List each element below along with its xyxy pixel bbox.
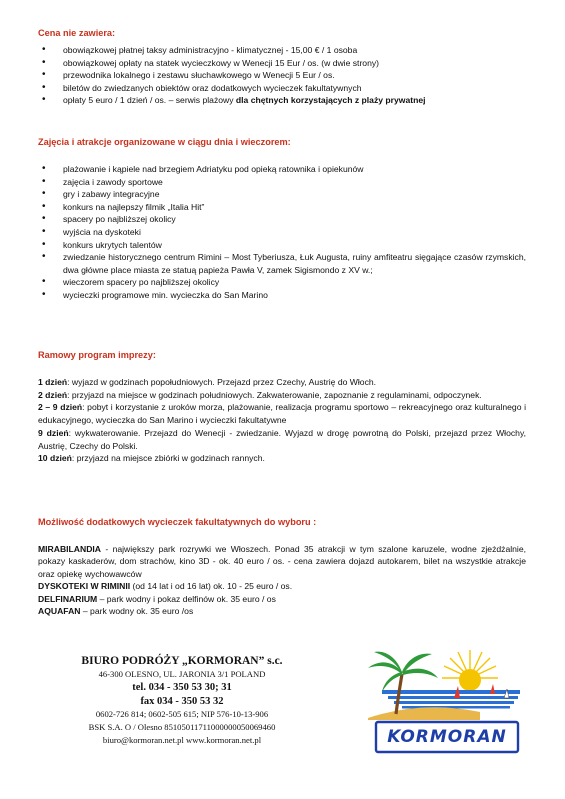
company-tel: tel. 034 - 350 53 30; 31: [132, 682, 232, 694]
list-item: • opłaty 5 euro / 1 dzień / os. – serwis plażowy dla chętnych korzystających z plaży prywatnej: [38, 94, 526, 107]
activities-list: [38, 163, 526, 302]
list-item: • obowiązkowej płatnej taksy administracyjno - klimatycznej - 15,00 € / 1 osoba: [38, 44, 526, 57]
program-day: 1 dzień: wyjazd w godzinach popołudniowych. Przejazd przez Czechy, Austrię do Włoch.: [38, 377, 377, 387]
list-item: • spacery po najbliższej okolicy: [38, 213, 526, 226]
program-days: [38, 376, 526, 465]
optional-trips-heading: Możliwość dodatkowych wycieczek fakultatywnych do wyboru :: [38, 517, 317, 527]
list-item: • konkurs na najlepszy filmik „Italia Hit”: [38, 201, 526, 214]
list-item: • konkurs ukrytych talentów: [38, 239, 526, 252]
list-item: • zajęcia i zawody sportowe: [38, 176, 526, 189]
trip-item: AQUAFAN – park wodny ok. 35 euro /os: [38, 606, 194, 617]
list-item: • gry i zabawy integracyjne: [38, 188, 526, 201]
kormoran-logo: [362, 648, 522, 756]
activities-heading: Zajęcia i atrakcje organizowane w ciągu dnia i wieczorem:: [38, 137, 291, 147]
price-excludes-heading: Cena nie zawiera:: [38, 28, 116, 38]
list-item: • obowiązkowej opłaty na statek wycieczkowy w Wenecji 15 Eur / os. (w dwie strony): [38, 57, 526, 70]
program-day: 2 dzień: przyjazd na miejsce w godzinach południowych. Zakwaterowanie, zapoznanie z regulaminami, odpoczynek.: [38, 389, 482, 400]
program-day: 2 – 9 dzień: pobyt i korzystanie z uroków morza, plażowanie, realizacja programu sportowo – rekreacyjnego oraz kulturalnego i edukacyjnego, wycieczka do San Marino i wycieczki fakultatywne: [38, 402, 526, 426]
company-phones: 0602-726 814; 0602-505 615; NIP 576-10-13-906: [95, 708, 269, 719]
optional-trips: [38, 543, 526, 617]
company-name: BIURO PODRÓŻY „KORMORAN” s.c.: [81, 655, 283, 667]
company-address: 46-300 OLESNO, UL. JARONIA 3/1 POLAND: [98, 669, 266, 680]
company-footer: [42, 655, 322, 747]
list-item: • wieczorem spacery po najbliższej okolicy: [38, 276, 526, 289]
list-item: • plażowanie i kąpiele nad brzegiem Adriatyku pod opieką ratownika i opiekunów: [38, 163, 526, 176]
price-excludes-list: [38, 44, 526, 107]
list-item: • wyjścia na dyskoteki: [38, 226, 526, 239]
trip-item: DELFINARIUM – park wodny i pokaz delfinów ok. 35 euro / os: [38, 593, 276, 604]
program-heading: Ramowy program imprezy:: [38, 350, 156, 360]
program-day: 9 dzień: wykwaterowanie. Przejazd do Wenecji - zwiedzanie. Wyjazd w drogę powrotną do Polski, przejazd przez Włochy, Austrię, Czechy do Polski.: [38, 427, 526, 451]
company-bank: BSK S.A. O / Olesno 85105011711000000050069460: [88, 722, 276, 733]
list-item: • biletów do zwiedzanych obiektów oraz dodatkowych wycieczek fakultatywnych: [38, 82, 526, 95]
list-item: • przewodnika lokalnego i zestawu słuchawkowego w Wenecji 5 Eur / os.: [38, 69, 526, 82]
company-fax: fax 034 - 350 53 32: [140, 695, 224, 707]
list-item: • zwiedzanie historycznego centrum Rimini – Most Tyberiusza, Łuk Augusta, ruiny amfiteatru sięgające czasów rzymskich, dwa główne place miasta ze statuą papieża Pawła V, zamek Sigismondo z XV w.;: [38, 251, 526, 276]
trip-item: DYSKOTEKI W RIMINII (od 14 lat i od 16 lat) ok. 10 - 25 euro / os.: [38, 581, 293, 592]
company-web: biuro@kormoran.net.pl www.kormoran.net.pl: [102, 735, 262, 746]
list-item: • wycieczki programowe min. wycieczka do San Marino: [38, 289, 526, 302]
logo-text: KORMORAN: [387, 727, 507, 747]
trip-item: MIRABILANDIA - największy park rozrywki we Włoszech. Ponad 35 atrakcji w tym szalone karuzele, wodne zjeżdżalnie, pokazy kaskaderów, dom strachów, kino 3D - ok. 40 euro / os. - cena zawiera dojazd autokarem, bilet na wszystkie atrakcje oraz opiekę wychowawców: [38, 544, 526, 579]
program-day: 10 dzień: przyjazd na miejsce zbiórki w godzinach rannych.: [38, 453, 265, 464]
